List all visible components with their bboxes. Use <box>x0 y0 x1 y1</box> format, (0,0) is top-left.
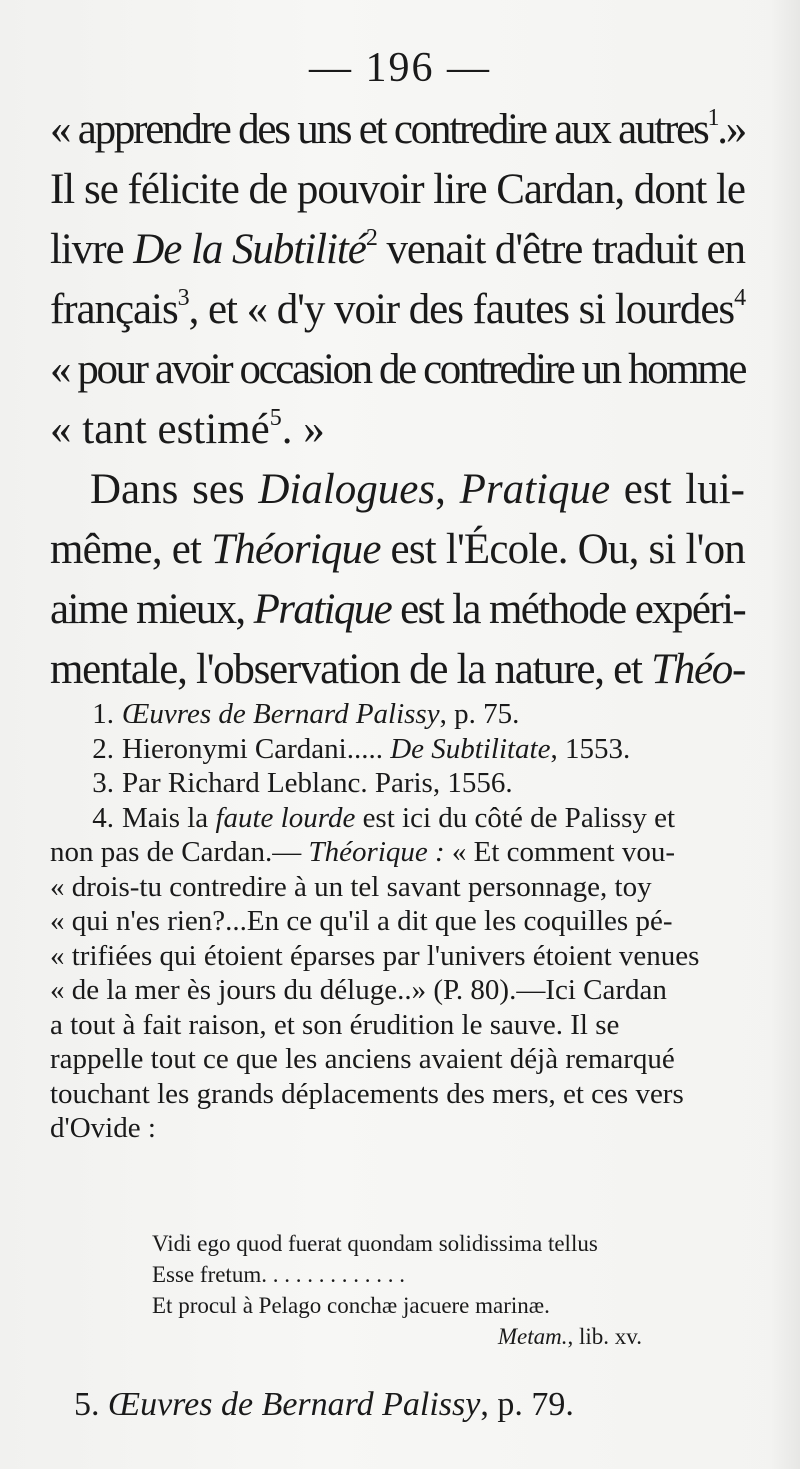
verse-line: Esse fretum. . . . . . . . . . . . . <box>152 1262 405 1287</box>
text-line <box>50 220 745 280</box>
footnote-ref: 3 <box>177 285 189 311</box>
text-segment: livre De la Subtilité$^2$ venait d'être traduit en <box>50 225 745 273</box>
footnote-ref: 1 <box>707 105 718 131</box>
footnote-4-line: touchant les grands déplacements des mers, et ces vers <box>50 1077 684 1110</box>
text-line <box>50 400 745 460</box>
footnote-3: 3. Par Richard Leblanc. Paris, 1556. <box>92 767 513 799</box>
page-edge-shadow <box>770 0 800 1469</box>
footnotes <box>50 697 750 1146</box>
text-line <box>50 100 745 160</box>
text-segment: « pour avoir occasion de contredire un homme <box>50 346 745 393</box>
footnote-4-line: « drois-tu contredire à un tel savant personnage, toy <box>50 870 652 903</box>
text-line <box>50 520 745 580</box>
text-line <box>50 280 745 340</box>
text-line <box>50 340 745 400</box>
book-title: De la Subtilité <box>133 226 366 273</box>
footnote-4-line: « qui n'es rien?...En ce qu'il a dit que les coquilles pé- <box>50 905 673 937</box>
text-segment: même, et Théorique est l'École. Ou, si l'on <box>50 526 745 573</box>
main-text <box>50 100 745 700</box>
text-segment: mentale, l'observation de la nature, et Théo- <box>50 646 745 693</box>
ovid-verse <box>152 1228 642 1352</box>
text-line <box>50 580 745 640</box>
footnote-4-line: « trifiées qui étoient éparses par l'univers étoient venues <box>50 939 700 972</box>
text-line <box>50 640 745 700</box>
footnote-2: 2. Hieronymi Cardani..... De Subtilitate, 1553. <box>92 732 631 765</box>
text-segment: français$^3$, et « d'y voir des fautes si lourdes$^4$ <box>50 285 746 333</box>
footnote-4-line: non pas de Cardan.— Théorique : « Et comment vou- <box>50 836 675 868</box>
footnote-ref: 4 <box>734 285 746 311</box>
text-segment: « tant estimé$^5$. » <box>50 405 325 453</box>
verse-line: Et procul à Pelago conchæ jacuere marinæ. <box>152 1293 550 1318</box>
footnote-5: 5. Œuvres de Bernard Palissy, p. 79. <box>74 1386 574 1423</box>
text-segment: Dans ses Dialogues, Pratique est lui- <box>90 466 745 513</box>
footnote-ref: 2 <box>365 225 377 251</box>
footnote-ref: 5 <box>269 405 282 431</box>
footnote-4-line: rappelle tout ce que les anciens avaient déjà remarqué <box>50 1043 675 1075</box>
verse-reference: Metam., lib. xv. <box>497 1324 642 1349</box>
footnote-4-line: « de la mer ès jours du déluge..» (P. 80).—Ici Cardan <box>50 974 667 1006</box>
page-number: — 196 — <box>309 45 491 91</box>
text-line <box>50 460 745 520</box>
text-segment: « apprendre des uns et contredire aux autres$^1$.» <box>50 105 745 153</box>
text-segment: aime mieux, Pratique est la méthode expéri- <box>50 586 746 633</box>
text-line <box>50 160 745 220</box>
footnote-4-line: d'Ovide : <box>50 1112 156 1144</box>
footnote-1: 1. Œuvres de Bernard Palissy, p. 75. <box>92 698 520 730</box>
text-segment: Il se félicite de pouvoir lire Cardan, dont le <box>50 166 745 213</box>
footnote-4-line: a tout à fait raison, et son érudition le sauve. Il se <box>50 1008 620 1041</box>
footnote-4: 4. Mais la faute lourde est ici du côté de Palissy et <box>92 801 676 834</box>
verse-line: Vidi ego quod fuerat quondam solidissima tellus <box>152 1231 598 1256</box>
